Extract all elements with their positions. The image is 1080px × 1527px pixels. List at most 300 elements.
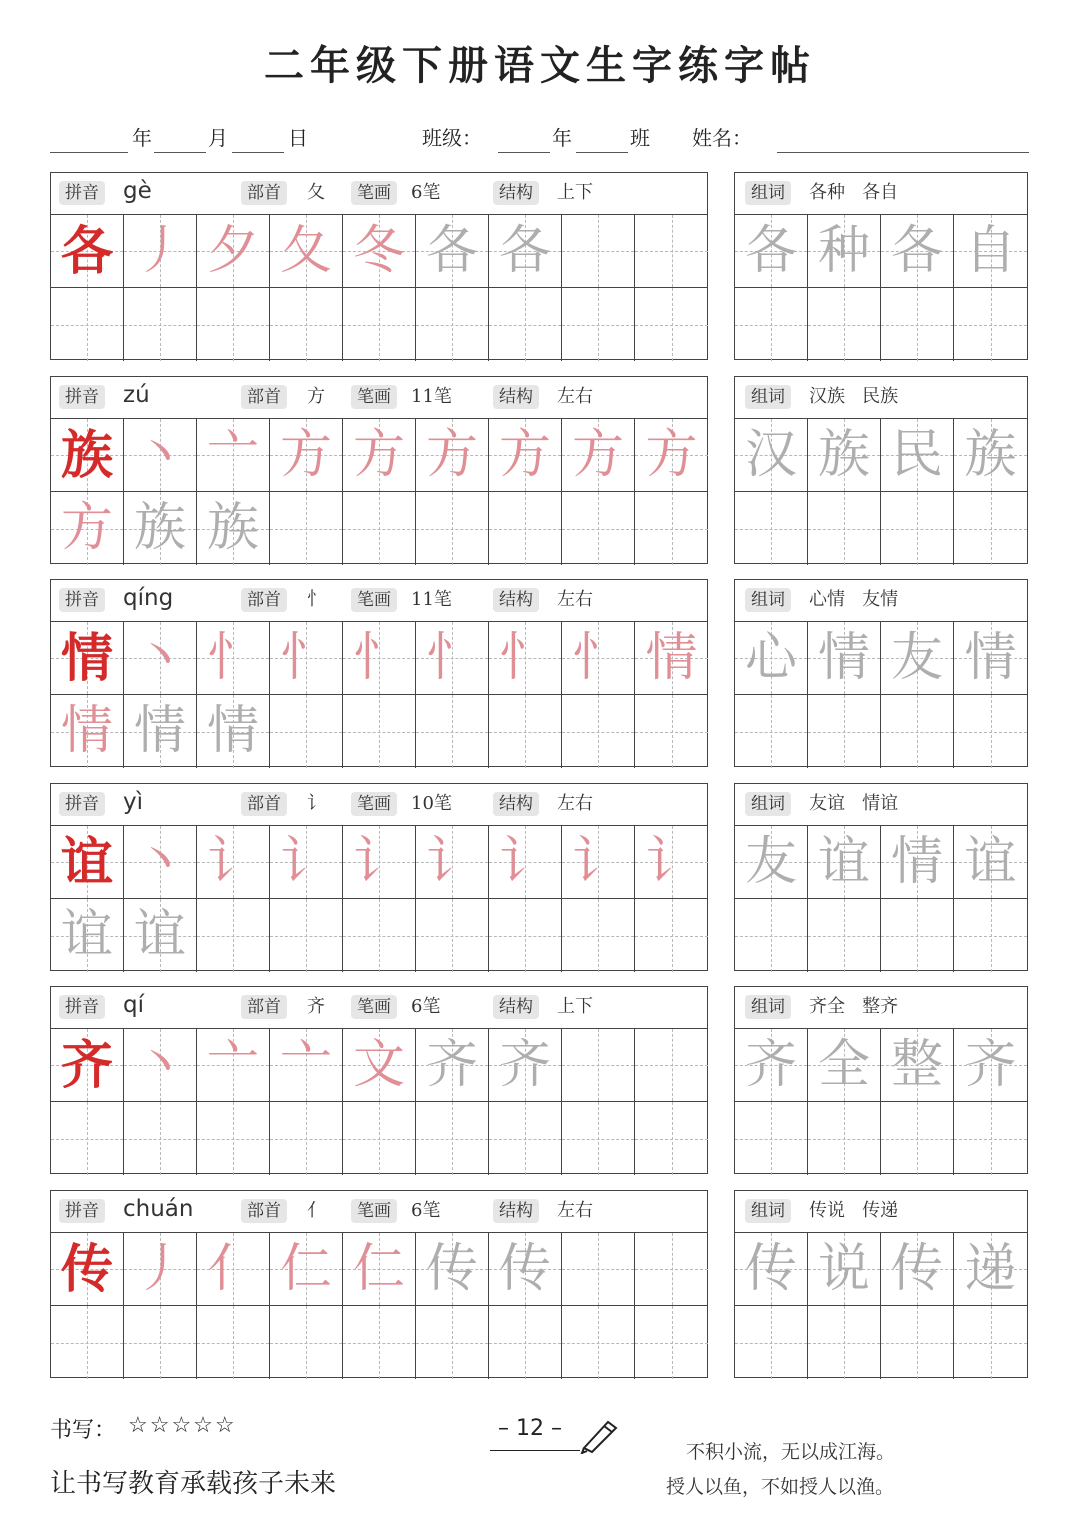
model-character: 传 [60, 1239, 113, 1300]
practice-cell[interactable] [416, 1233, 489, 1306]
practice-cell[interactable] [197, 622, 270, 695]
stroke-step-character: 亠 [206, 1035, 259, 1095]
word-character: 谊 [817, 832, 870, 892]
strokes-label: 笔画 [351, 792, 397, 816]
structure-value: 左右 [557, 1200, 593, 1221]
radical-value: 忄 [307, 589, 325, 610]
stroke-step-character: 夂 [279, 221, 332, 281]
stroke-step-character: 忄 [571, 628, 624, 688]
practice-cell[interactable] [416, 1102, 489, 1175]
words-info-row [735, 987, 1027, 1029]
word-character: 全 [817, 1035, 870, 1095]
char-practice-box [50, 376, 708, 564]
word-cell[interactable] [954, 419, 1027, 492]
practice-cell[interactable] [562, 215, 635, 288]
word-cell[interactable] [808, 1233, 881, 1306]
char-info-row [51, 580, 707, 622]
pinyin-label: 拼音 [59, 792, 105, 816]
words-value: 齐全 整齐 [809, 996, 899, 1017]
words-info-row [735, 377, 1027, 419]
practice-cell[interactable] [343, 492, 416, 565]
practice-cell[interactable] [635, 1233, 708, 1306]
stroke-step-character: 亠 [206, 425, 259, 485]
practice-cell[interactable] [197, 1102, 270, 1175]
model-character: 谊 [60, 832, 113, 893]
practice-cell[interactable] [635, 288, 708, 361]
practice-cell[interactable] [416, 695, 489, 768]
pinyin-label: 拼音 [59, 995, 105, 1019]
word-character: 情 [817, 628, 870, 688]
words-value: 各种 各自 [809, 182, 899, 203]
words-info-row [735, 580, 1027, 622]
practice-cell[interactable] [343, 899, 416, 972]
stroke-step-character: 谊 [60, 905, 113, 965]
practice-cell[interactable] [270, 419, 343, 492]
stroke-step-character: 忄 [498, 628, 551, 688]
name-label: 姓名： [692, 126, 752, 150]
practice-cell[interactable] [343, 288, 416, 361]
practice-cell[interactable] [562, 695, 635, 768]
structure-value: 上下 [557, 182, 593, 203]
structure-value: 左右 [557, 793, 593, 814]
stroke-step-character: 丶 [133, 1035, 186, 1095]
word-cell[interactable] [954, 1233, 1027, 1306]
pinyin-label: 拼音 [59, 385, 105, 409]
practice-cell[interactable] [51, 622, 124, 695]
practice-cell[interactable] [124, 419, 197, 492]
word-cell[interactable] [808, 215, 881, 288]
strokes-value: 11笔 [411, 589, 452, 610]
practice-cell[interactable] [489, 622, 562, 695]
word-cell[interactable] [735, 1306, 808, 1379]
words-label: 组词 [745, 792, 791, 816]
writing-label: 书写： [50, 1418, 117, 1443]
words-label: 组词 [745, 1199, 791, 1223]
word-cell[interactable] [808, 419, 881, 492]
practice-cell[interactable] [416, 622, 489, 695]
word-character: 情 [964, 628, 1017, 688]
word-cell[interactable] [954, 492, 1027, 565]
grade-blank[interactable] [498, 152, 550, 153]
word-character: 齐 [744, 1035, 797, 1095]
practice-cell[interactable] [270, 492, 343, 565]
rating-stars[interactable]: ☆☆☆☆☆ [128, 1413, 237, 1438]
words-label: 组词 [745, 588, 791, 612]
practice-cell[interactable] [416, 1306, 489, 1379]
word-practice-box [734, 986, 1028, 1174]
pinyin-label: 拼音 [59, 588, 105, 612]
word-character: 友 [744, 832, 797, 892]
practice-cell[interactable] [562, 1029, 635, 1102]
practice-cell[interactable] [51, 695, 124, 768]
word-practice-box [734, 172, 1028, 360]
practice-cell[interactable] [562, 419, 635, 492]
word-cell[interactable] [735, 1102, 808, 1175]
student-info-row [50, 122, 1030, 156]
stroke-step-character: 忄 [352, 628, 405, 688]
pinyin-label: 拼音 [59, 1199, 105, 1223]
practice-cell[interactable] [489, 492, 562, 565]
strokes-label: 笔画 [351, 995, 397, 1019]
word-character: 民 [890, 425, 943, 485]
practice-cell[interactable] [489, 1233, 562, 1306]
stroke-step-character: 讠 [645, 832, 698, 892]
practice-cell[interactable] [343, 1306, 416, 1379]
practice-cell[interactable] [489, 695, 562, 768]
ban-label: 班 [630, 126, 650, 150]
word-cell[interactable] [954, 1102, 1027, 1175]
stroke-step-character: 族 [206, 498, 259, 558]
words-info-row [735, 1191, 1027, 1233]
strokes-label: 笔画 [351, 181, 397, 205]
pinyin-value: chuán [123, 1196, 194, 1222]
word-cell[interactable] [735, 215, 808, 288]
practice-cell[interactable] [124, 695, 197, 768]
practice-cell[interactable] [489, 1306, 562, 1379]
words-value: 心情 友情 [809, 589, 899, 610]
practice-cell[interactable] [270, 622, 343, 695]
structure-label: 结构 [493, 588, 539, 612]
stroke-step-character: 方 [571, 425, 624, 485]
practice-cell[interactable] [270, 288, 343, 361]
word-cell[interactable] [735, 622, 808, 695]
practice-cell[interactable] [562, 899, 635, 972]
structure-label: 结构 [493, 385, 539, 409]
stroke-step-character: 方 [425, 425, 478, 485]
practice-cell[interactable] [635, 1306, 708, 1379]
year-blank[interactable] [50, 152, 128, 153]
word-cell[interactable] [808, 622, 881, 695]
practice-cell[interactable] [124, 492, 197, 565]
practice-cell[interactable] [343, 826, 416, 899]
practice-cell[interactable] [197, 1233, 270, 1306]
practice-cell[interactable] [635, 1029, 708, 1102]
practice-cell[interactable] [635, 622, 708, 695]
radical-value: 夂 [307, 182, 325, 203]
stroke-step-character: 丶 [133, 832, 186, 892]
char-info-row [51, 1191, 707, 1233]
word-character: 族 [964, 425, 1017, 485]
practice-cell[interactable] [562, 288, 635, 361]
word-character: 各 [744, 221, 797, 281]
word-cell[interactable] [881, 1233, 954, 1306]
word-cell[interactable] [881, 1102, 954, 1175]
word-cell[interactable] [735, 1029, 808, 1102]
word-practice-box [734, 783, 1028, 971]
class-label: 班级： [422, 126, 482, 150]
radical-label: 部首 [241, 1199, 287, 1223]
practice-cell[interactable] [416, 419, 489, 492]
word-cell[interactable] [808, 899, 881, 972]
pinyin-value: zú [123, 382, 150, 408]
strokes-label: 笔画 [351, 588, 397, 612]
stroke-step-character: 族 [133, 498, 186, 558]
practice-cell[interactable] [197, 695, 270, 768]
practice-cell[interactable] [270, 695, 343, 768]
word-cell[interactable] [808, 826, 881, 899]
practice-cell[interactable] [416, 492, 489, 565]
words-label: 组词 [745, 385, 791, 409]
practice-cell[interactable] [51, 1102, 124, 1175]
word-cell[interactable] [808, 1306, 881, 1379]
practice-cell[interactable] [343, 419, 416, 492]
word-cell[interactable] [881, 826, 954, 899]
structure-value: 左右 [557, 386, 593, 407]
strokes-value: 11笔 [411, 386, 452, 407]
strokes-value: 6笔 [411, 182, 441, 203]
word-character: 传 [890, 1239, 943, 1299]
stroke-step-character: 亻 [206, 1239, 259, 1299]
practice-cell[interactable] [124, 899, 197, 972]
practice-cell[interactable] [343, 215, 416, 288]
class-blank[interactable] [576, 152, 628, 153]
structure-value: 左右 [557, 589, 593, 610]
words-value: 传说 传递 [809, 1200, 899, 1221]
model-character: 族 [60, 425, 113, 486]
char-info-row [51, 987, 707, 1029]
radical-label: 部首 [241, 385, 287, 409]
practice-cell[interactable] [51, 1029, 124, 1102]
stroke-step-character: 亠 [279, 1035, 332, 1095]
word-character: 汉 [744, 425, 797, 485]
month-blank[interactable] [154, 152, 206, 153]
practice-cell[interactable] [124, 1233, 197, 1306]
practice-cell[interactable] [197, 419, 270, 492]
pinyin-label: 拼音 [59, 181, 105, 205]
practice-cell[interactable] [270, 1233, 343, 1306]
practice-cell[interactable] [51, 419, 124, 492]
strokes-label: 笔画 [351, 385, 397, 409]
practice-cell[interactable] [416, 1029, 489, 1102]
stroke-step-character: 齐 [498, 1035, 551, 1095]
stroke-step-character: 情 [645, 628, 698, 688]
practice-cell[interactable] [562, 622, 635, 695]
word-character: 自 [964, 221, 1017, 281]
stroke-step-character: 丿 [133, 221, 186, 281]
practice-cell[interactable] [343, 622, 416, 695]
word-character: 族 [817, 425, 870, 485]
word-cell[interactable] [881, 288, 954, 361]
char-practice-box [50, 579, 708, 767]
practice-cell[interactable] [343, 1029, 416, 1102]
practice-cell[interactable] [270, 1306, 343, 1379]
practice-cell[interactable] [51, 899, 124, 972]
char-practice-box [50, 986, 708, 1174]
practice-cell[interactable] [270, 1029, 343, 1102]
day-blank[interactable] [232, 152, 284, 153]
stroke-step-character: 讠 [279, 832, 332, 892]
practice-cell[interactable] [197, 1029, 270, 1102]
words-info-row [735, 784, 1027, 826]
practice-cell[interactable] [562, 1233, 635, 1306]
char-block-2 [50, 579, 1028, 769]
practice-cell[interactable] [416, 215, 489, 288]
practice-cell[interactable] [270, 826, 343, 899]
name-blank[interactable] [777, 152, 1029, 153]
practice-cell[interactable] [197, 288, 270, 361]
practice-cell[interactable] [124, 1102, 197, 1175]
word-cell[interactable] [954, 215, 1027, 288]
stroke-step-character: 各 [498, 221, 551, 281]
char-practice-box [50, 172, 708, 360]
word-practice-box [734, 579, 1028, 767]
word-cell[interactable] [808, 1102, 881, 1175]
practice-cell[interactable] [489, 1029, 562, 1102]
practice-cell[interactable] [635, 826, 708, 899]
year-label: 年 [132, 126, 152, 150]
practice-cell[interactable] [197, 492, 270, 565]
practice-cell[interactable] [343, 1102, 416, 1175]
radical-value: 齐 [307, 996, 325, 1017]
practice-cell[interactable] [124, 288, 197, 361]
practice-cell[interactable] [635, 1102, 708, 1175]
practice-cell[interactable] [635, 215, 708, 288]
word-character: 友 [890, 628, 943, 688]
word-cell[interactable] [881, 695, 954, 768]
page-title: 二年级下册语文生字练字帖 [264, 42, 816, 89]
practice-cell[interactable] [197, 215, 270, 288]
practice-cell[interactable] [635, 899, 708, 972]
char-block-3 [50, 783, 1028, 973]
practice-cell[interactable] [489, 419, 562, 492]
word-character: 说 [817, 1239, 870, 1299]
stroke-step-character: 讠 [352, 832, 405, 892]
word-cell[interactable] [954, 695, 1027, 768]
radical-label: 部首 [241, 792, 287, 816]
word-character: 传 [744, 1239, 797, 1299]
word-cell[interactable] [808, 492, 881, 565]
practice-cell[interactable] [343, 1233, 416, 1306]
strokes-value: 6笔 [411, 1200, 441, 1221]
practice-cell[interactable] [51, 1233, 124, 1306]
word-cell[interactable] [954, 826, 1027, 899]
practice-cell[interactable] [343, 695, 416, 768]
word-cell[interactable] [735, 419, 808, 492]
word-cell[interactable] [954, 1029, 1027, 1102]
word-character: 种 [817, 221, 870, 281]
stroke-step-character: 情 [133, 701, 186, 761]
practice-cell[interactable] [270, 1102, 343, 1175]
word-character: 情 [890, 832, 943, 892]
word-cell[interactable] [881, 1306, 954, 1379]
char-block-0 [50, 172, 1028, 362]
practice-cell[interactable] [562, 1102, 635, 1175]
practice-cell[interactable] [51, 826, 124, 899]
practice-cell[interactable] [124, 826, 197, 899]
practice-cell[interactable] [124, 1306, 197, 1379]
practice-cell[interactable] [416, 899, 489, 972]
word-cell[interactable] [954, 288, 1027, 361]
model-character: 齐 [60, 1035, 113, 1096]
practice-cell[interactable] [270, 215, 343, 288]
practice-cell[interactable] [489, 899, 562, 972]
word-cell[interactable] [881, 492, 954, 565]
word-cell[interactable] [735, 492, 808, 565]
words-label: 组词 [745, 995, 791, 1019]
stroke-step-character: 方 [60, 498, 113, 558]
stroke-step-character: 丿 [133, 1239, 186, 1299]
stroke-step-character: 齐 [425, 1035, 478, 1095]
word-practice-box [734, 376, 1028, 564]
stroke-step-character: 情 [206, 701, 259, 761]
practice-cell[interactable] [51, 215, 124, 288]
words-value: 友谊 情谊 [809, 793, 899, 814]
practice-cell[interactable] [51, 288, 124, 361]
word-cell[interactable] [735, 695, 808, 768]
practice-cell[interactable] [197, 826, 270, 899]
practice-cell[interactable] [635, 492, 708, 565]
practice-cell[interactable] [635, 419, 708, 492]
word-cell[interactable] [735, 1233, 808, 1306]
stroke-step-character: 各 [425, 221, 478, 281]
word-cell[interactable] [735, 288, 808, 361]
word-cell[interactable] [881, 1029, 954, 1102]
practice-cell[interactable] [124, 1029, 197, 1102]
word-cell[interactable] [808, 1029, 881, 1102]
pinyin-value: gè [123, 178, 152, 204]
word-cell[interactable] [881, 899, 954, 972]
word-cell[interactable] [735, 826, 808, 899]
pen-icon [578, 1416, 622, 1454]
word-cell[interactable] [881, 215, 954, 288]
practice-cell[interactable] [562, 1306, 635, 1379]
practice-cell[interactable] [197, 1306, 270, 1379]
structure-value: 上下 [557, 996, 593, 1017]
word-cell[interactable] [735, 899, 808, 972]
pinyin-value: qí [123, 992, 144, 1018]
word-cell[interactable] [881, 622, 954, 695]
practice-cell[interactable] [635, 695, 708, 768]
word-cell[interactable] [954, 899, 1027, 972]
practice-cell[interactable] [416, 288, 489, 361]
stroke-step-character: 文 [352, 1035, 405, 1095]
structure-label: 结构 [493, 1199, 539, 1223]
word-cell[interactable] [808, 695, 881, 768]
practice-cell[interactable] [562, 826, 635, 899]
practice-cell[interactable] [270, 899, 343, 972]
char-block-1 [50, 376, 1028, 566]
practice-cell[interactable] [416, 826, 489, 899]
practice-cell[interactable] [51, 492, 124, 565]
stroke-step-character: 仁 [352, 1239, 405, 1299]
radical-label: 部首 [241, 588, 287, 612]
stroke-step-character: 丶 [133, 425, 186, 485]
practice-cell[interactable] [124, 215, 197, 288]
practice-cell[interactable] [489, 215, 562, 288]
word-practice-box [734, 1190, 1028, 1378]
practice-cell[interactable] [489, 1102, 562, 1175]
practice-cell[interactable] [562, 492, 635, 565]
word-cell[interactable] [954, 622, 1027, 695]
word-character: 心 [744, 628, 797, 688]
word-cell[interactable] [881, 419, 954, 492]
practice-cell[interactable] [124, 622, 197, 695]
word-cell[interactable] [954, 1306, 1027, 1379]
stroke-step-character: 仁 [279, 1239, 332, 1299]
practice-cell[interactable] [197, 899, 270, 972]
practice-cell[interactable] [489, 826, 562, 899]
structure-label: 结构 [493, 792, 539, 816]
practice-cell[interactable] [489, 288, 562, 361]
char-info-row [51, 377, 707, 419]
word-character: 整 [890, 1035, 943, 1095]
char-info-row [51, 784, 707, 826]
stroke-step-character: 情 [60, 701, 113, 761]
day-label: 日 [288, 126, 308, 150]
stroke-step-character: 讠 [206, 832, 259, 892]
word-cell[interactable] [808, 288, 881, 361]
practice-cell[interactable] [51, 1306, 124, 1379]
